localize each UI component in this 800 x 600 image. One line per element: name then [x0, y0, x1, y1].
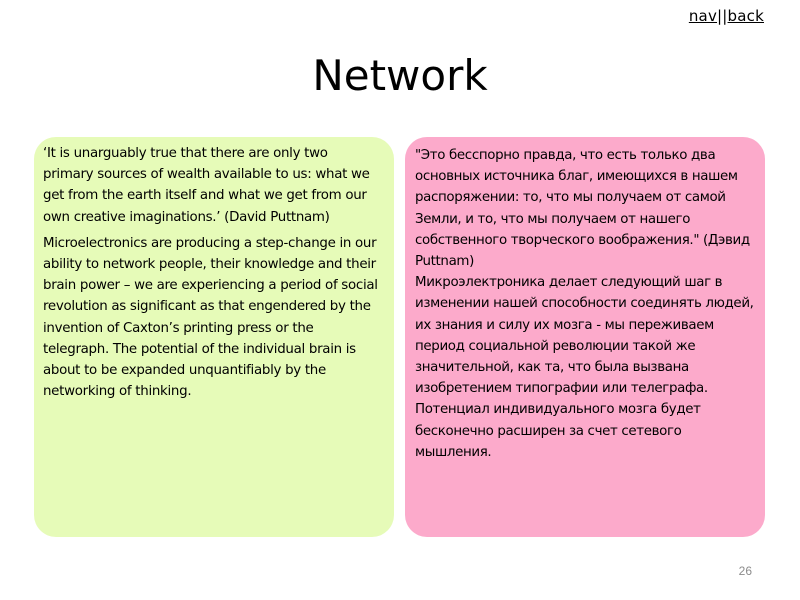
russian-body: Микроэлектроника делает следующий шаг в изменении нашей способности соединять людей, их знания и силу их мозга - мы переживаем период социальной революции такой же значительной, как та, что была вызвана изобретением типографии или телеграфа. Потенциал индивидуального мозга будет бесконечно расширен за счет сетевого мышления. [415, 275, 754, 460]
russian-quote: "Это бесспорно правда, что есть только два основных источника благ, имеющихся в нашем распоряжении: то, что мы получаем от самой Земли, и то, что мы получаем от нашего собственного творческого воображения." (Дэвид Puttnam) [415, 148, 750, 270]
back-link[interactable]: back [727, 7, 764, 25]
english-text-panel [34, 137, 394, 537]
page-number: 26 [738, 564, 752, 578]
russian-text-panel [405, 137, 765, 537]
slide-title: Network [312, 51, 488, 100]
english-body: Microelectronics are producing a step-change in our ability to network people, their knowledge and their brain power – we are experiencing a period of social revolution as significant as that engendered by the invention of Caxton’s printing press or the telegraph. The potential of the individual brain is about to be expanded unquantifiably by the networking of thinking. [43, 235, 378, 400]
nav-separator: || [717, 7, 728, 25]
top-navigation [689, 7, 764, 25]
english-quote: ‘It is unarguably true that there are only two primary sources of wealth available to us: what we get from the earth itself and what we get from our own creative imaginations.’ (David Puttnam) [43, 146, 370, 225]
nav-link[interactable]: nav [688, 7, 718, 25]
